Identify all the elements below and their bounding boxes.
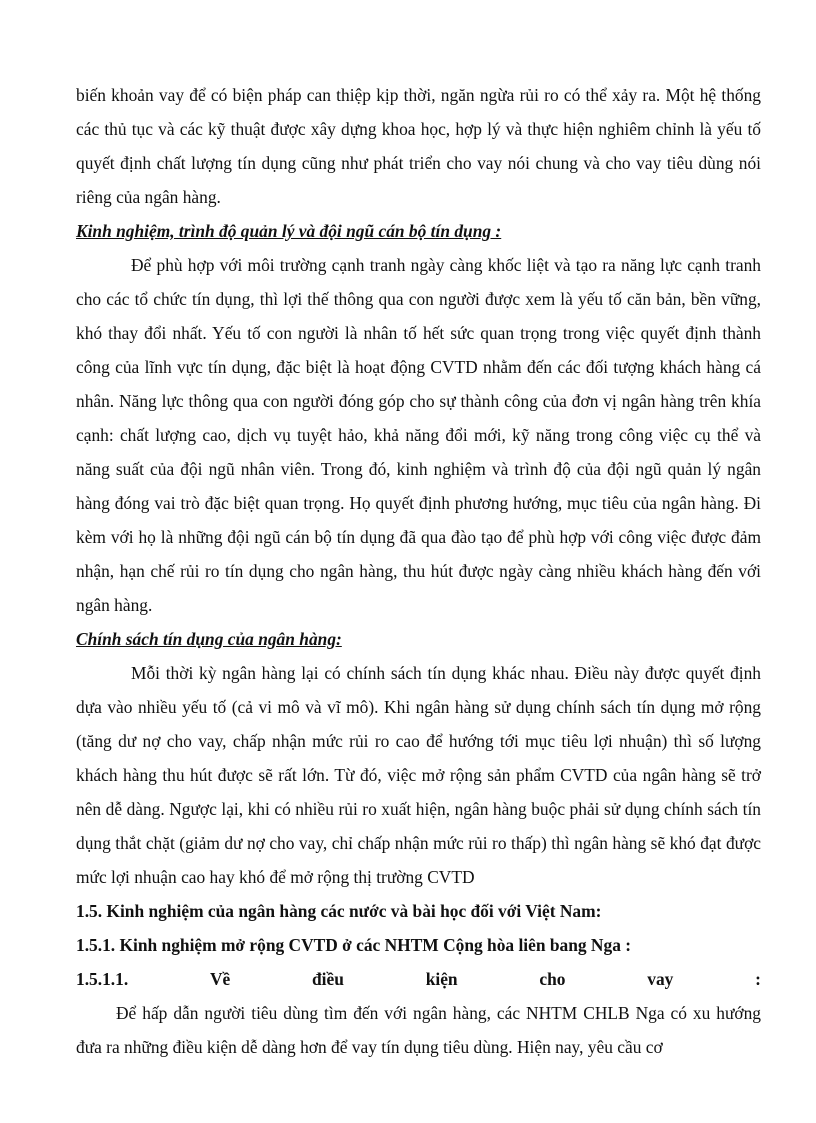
heading-part: :	[755, 969, 761, 989]
document-page	[76, 78, 761, 1064]
paragraph-human-factor: Để phù hợp với môi trường cạnh tranh ngày càng khốc liệt và tạo ra năng lực cạnh tranh cho các tổ chức tín dụng, thì lợi thế thông qua con người được xem là yếu tố căn bản, bền vững, khó thay đổi nhất. Yếu tố con người là nhân tố hết sức quan trọng trong việc quyết định thành công của lĩnh vực tín dụng, đặc biệt là hoạt động CVTD nhằm đến các đối tượng khách hàng cá nhân. Năng lực thông qua con người đóng góp cho sự thành công của đơn vị ngân hàng trên khía cạnh: chất lượng cao, dịch vụ tuyệt hảo, khả năng đổi mới, kỹ năng trong công việc cụ thể và năng suất của đội ngũ nhân viên. Trong đó, kinh nghiệm và trình độ của đội ngũ quản lý ngân hàng đóng vai trò đặc biệt quan trọng. Họ quyết định phương hướng, mục tiêu của ngân hàng. Đi kèm với họ là những đội ngũ cán bộ tín dụng đã qua đào tạo để phù hợp với công việc được đảm nhận, hạn chế rủi ro tín dụng cho ngân hàng, thu hút được ngày càng nhiều khách hàng đến với ngân hàng.	[76, 255, 761, 615]
heading-section-1-5-1-1	[76, 962, 761, 996]
heading-part: điều	[312, 969, 344, 989]
heading-part: vay	[647, 969, 674, 989]
heading-part: kiện	[425, 969, 458, 989]
paragraph-russia-loan-conditions: Để hấp dẫn người tiêu dùng tìm đến với ngân hàng, các NHTM CHLB Nga có xu hướng đưa ra những điều kiện dễ dàng hơn để vay tín dụng tiêu dùng. Hiện nay, yêu cầu cơ	[76, 1003, 761, 1057]
heading-part: cho	[539, 969, 566, 989]
heading-section-1-5-1: 1.5.1. Kinh nghiệm mở rộng CVTD ở các NHTM Cộng hòa liên bang Nga :	[76, 935, 632, 955]
heading-part: 1.5.1.1.	[76, 969, 129, 989]
heading-part: Về	[209, 969, 231, 989]
heading-credit-policy: Chính sách tín dụng của ngân hàng:	[76, 629, 342, 649]
heading-experience-management: Kinh nghiệm, trình độ quản lý và đội ngũ cán bộ tín dụng :	[76, 221, 502, 241]
paragraph-loan-monitoring: biến khoản vay để có biện pháp can thiệp kịp thời, ngăn ngừa rủi ro có thể xảy ra. Một hệ thống các thủ tục và các kỹ thuật được xây dựng khoa học, hợp lý và thực hiện nghiêm chỉnh là yếu tố quyết định chất lượng tín dụng cũng như phát triển cho vay nói chung và cho vay tiêu dùng nói riêng của ngân hàng.	[76, 85, 761, 207]
paragraph-credit-policy: Mỗi thời kỳ ngân hàng lại có chính sách tín dụng khác nhau. Điều này được quyết định dựa vào nhiều yếu tố (cả vi mô và vĩ mô). Khi ngân hàng sử dụng chính sách tín dụng mở rộng (tăng dư nợ cho vay, chấp nhận mức rủi ro cao để hướng tới mục tiêu lợi nhuận) thì số lượng khách hàng thu hút được sẽ rất lớn. Từ đó, việc mở rộng sản phẩm CVTD của ngân hàng sẽ trở nên dễ dàng. Ngược lại, khi có nhiều rủi ro xuất hiện, ngân hàng buộc phải sử dụng chính sách tín dụng thắt chặt (giảm dư nợ cho vay, chỉ chấp nhận mức rủi ro thấp) thì ngân hàng sẽ khó đạt được mức lợi nhuận cao hay khó để mở rộng thị trường CVTD	[76, 663, 761, 887]
heading-section-1-5: 1.5. Kinh nghiệm của ngân hàng các nước và bài học đối với Việt Nam:	[76, 901, 602, 921]
